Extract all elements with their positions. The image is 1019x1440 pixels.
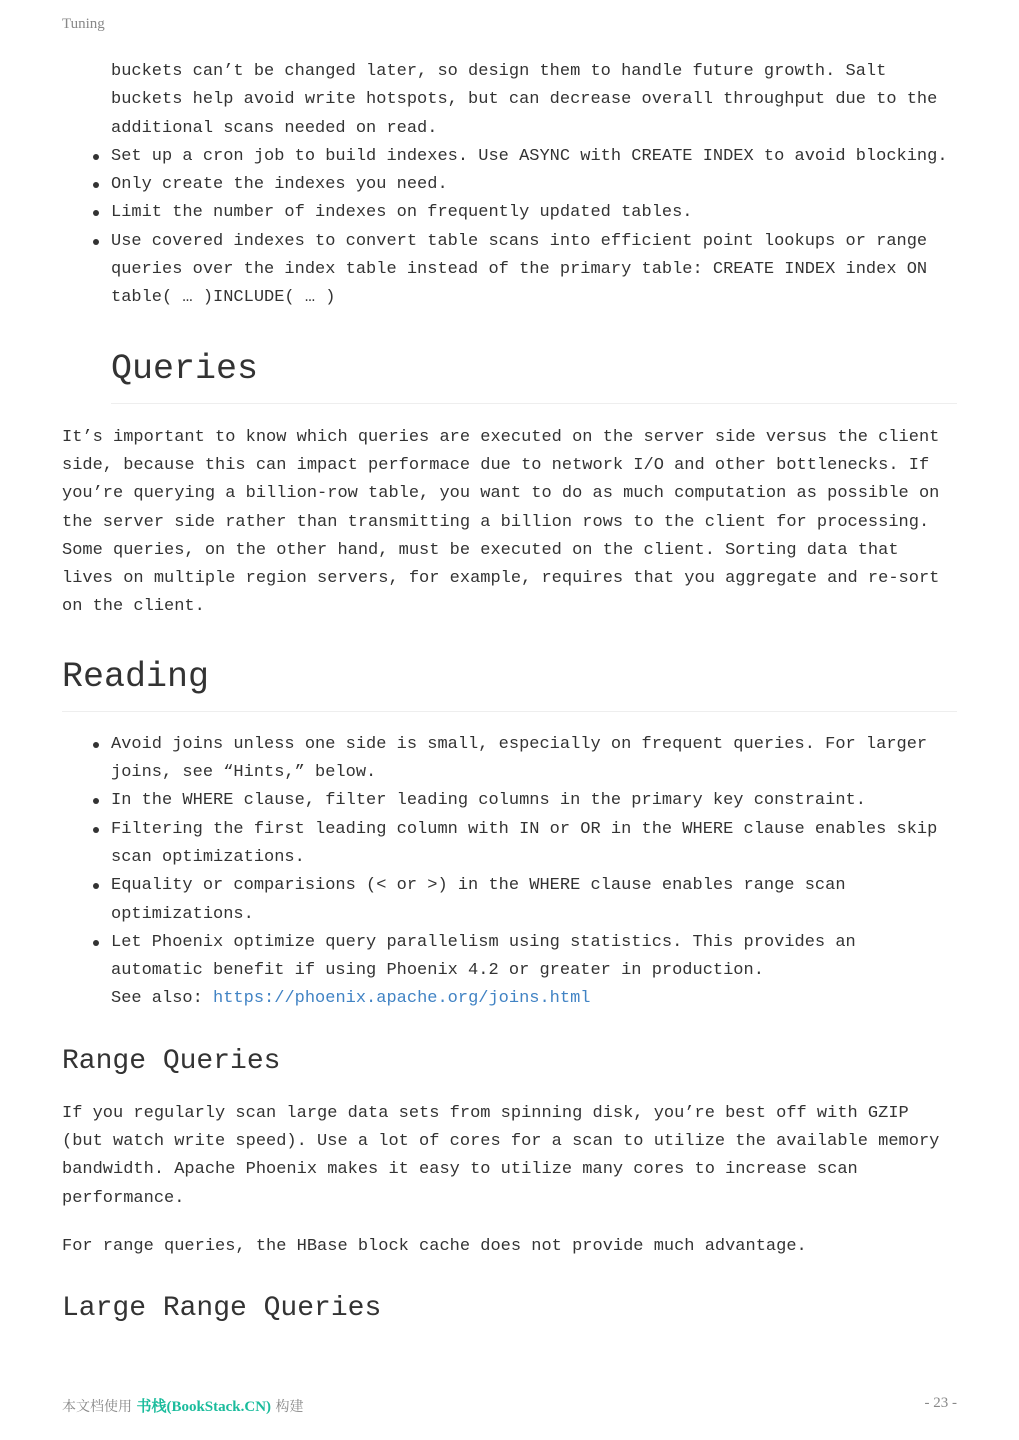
page-footer [62,1395,957,1416]
see-also-label: See also: [111,989,214,1009]
range-queries-paragraph: If you regularly scan large data sets from spinning disk, you’re best off with GZIP (but watch write speed). Use a lot of cores for a scan to utilize the available memory bandwidth. Apache Phoenix makes it easy to utilize many cores to increase scan performance. [62,1103,940,1208]
page-number: - 23 - [924,1395,957,1411]
phoenix-joins-link[interactable]: https://phoenix.apache.org/joins.html [213,989,591,1009]
section-heading-reading: Reading [62,655,957,712]
list-item [111,929,957,1014]
range-queries-cache-paragraph: For range queries, the HBase block cache does not provide much advantage. [62,1236,807,1256]
list-item: In the WHERE clause, filter leading columns in the primary key constraint. [111,787,957,815]
footer-suffix: 构建 [271,1399,304,1415]
list-item: Limit the number of indexes on frequently updated tables. [111,199,957,227]
list-item: Equality or comparisions (< or >) in the WHERE clause enables range scan optimizations. [111,872,957,929]
section-heading-large-range-queries: Large Range Queries [62,1293,382,1325]
intro-bullet-list [62,58,957,313]
list-item: Only create the indexes you need. [111,171,957,199]
bookstack-brand-link[interactable]: 书栈(BookStack.CN) [136,1399,272,1415]
reading-bullet-list [62,731,957,1014]
list-item: Set up a cron job to build indexes. Use ASYNC with CREATE INDEX to avoid blocking. [111,143,957,171]
document-body [62,58,957,1327]
section-heading-queries: Queries [111,347,957,404]
list-item: Avoid joins unless one side is small, especially on frequent queries. For larger joins, see “Hints,” below. [111,731,957,788]
running-header-title: Tuning [62,16,105,32]
list-item: Filtering the first leading column with IN or OR in the WHERE clause enables skip scan optimizations. [111,816,957,873]
footer-prefix: 本文档使用 [62,1399,137,1415]
section-heading-range-queries: Range Queries [62,1045,281,1077]
list-item: Use covered indexes to convert table scans into efficient point lookups or range queries over the index table instead of the primary table: CREATE INDEX index ON table( … )INCLUDE( … ) [111,228,957,313]
list-item: buckets can’t be changed later, so design them to handle future growth. Salt buckets help avoid write hotspots, but can decrease overall throughput due to the additional scans needed on read. [111,62,938,138]
list-item-text: Let Phoenix optimize query parallelism using statistics. This provides an automatic benefit if using Phoenix 4.2 or greater in production. [111,932,856,981]
queries-paragraph: It’s important to know which queries are executed on the server side versus the client side, because this can impact performace due to network I/O and other bottlenecks. If you’re querying a billion-row table, you want to do as much computation as possible on the server side rather than transmitting a billion rows to the client for processing. Some queries, on the other hand, must be executed on the client. Sorting data that lives on multiple region servers, for example, requires that you aggregate and re-sort on the client. [62,427,940,617]
